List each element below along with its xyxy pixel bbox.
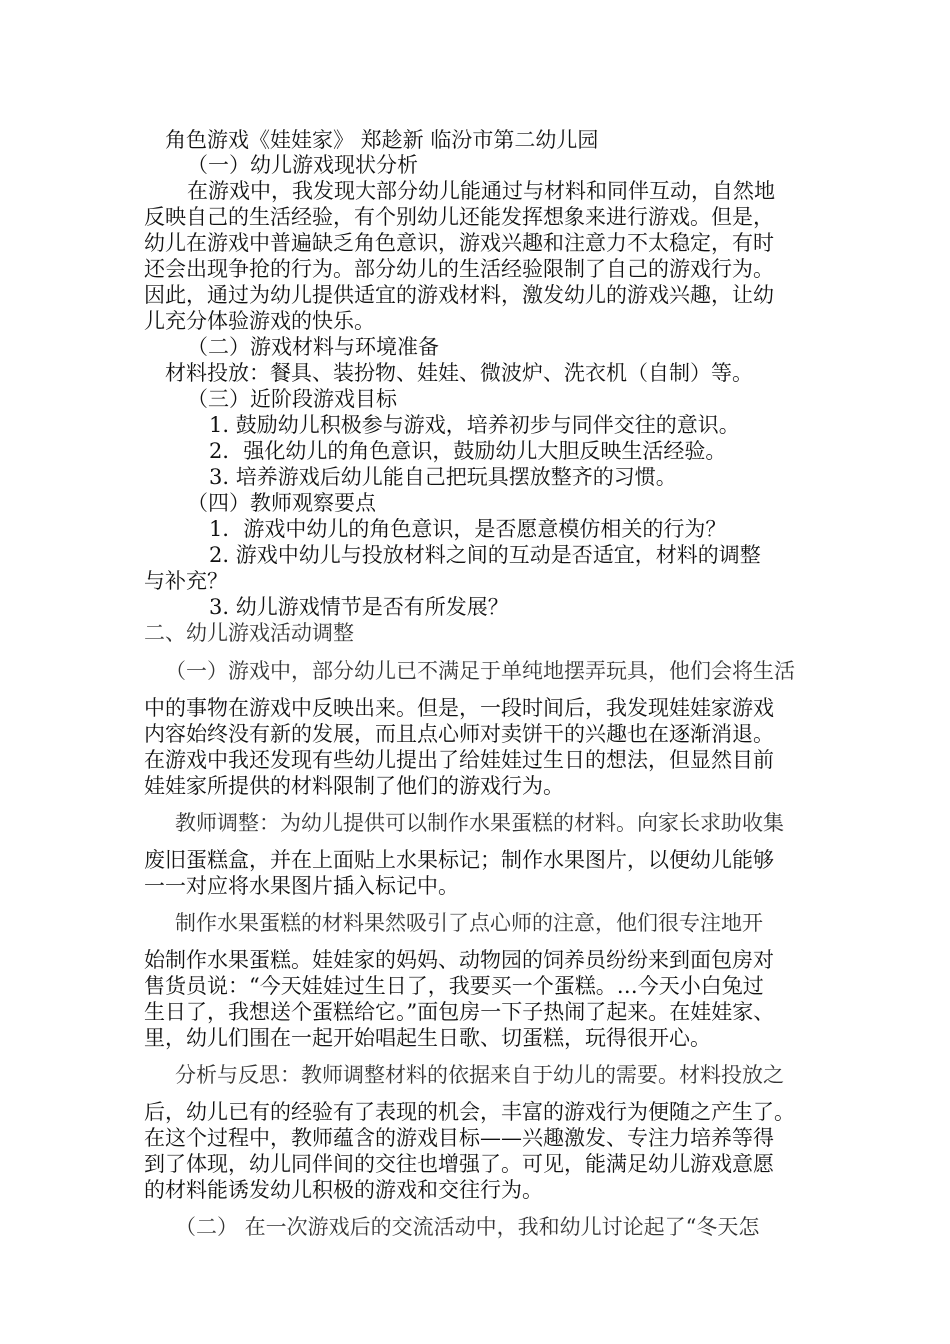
paragraph-line: 教师调整：为幼儿提供可以制作水果蛋糕的材料。向家长求助收集: [175, 811, 784, 835]
paragraph-line: 生日了，我想送个蛋糕给它。”面包房一下子热闹了起来。在娃娃家、: [144, 1000, 775, 1024]
paragraph-line: 废旧蛋糕盒，并在上面贴上水果标记；制作水果图片，以便幼儿能够: [144, 848, 774, 872]
paragraph-line: 售货员说：“今天娃娃过生日了，我要买一个蛋糕。…今天小白兔过: [144, 974, 764, 998]
list-item: 1．游戏中幼儿的角色意识，是否愿意模仿相关的行为？: [209, 517, 727, 541]
list-item: 1. 鼓励幼儿积极参与游戏，培养初步与同伴交往的意识。: [209, 413, 740, 437]
paragraph-line: 后，幼儿已有的经验有了表现的机会，丰富的游戏行为便随之产生了。: [144, 1100, 795, 1124]
paragraph-line: （一）游戏中，部分幼儿已不满足于单纯地摆弄玩具，他们会将生活: [165, 659, 795, 683]
list-item: 2. 游戏中幼儿与投放材料之间的互动是否适宜，材料的调整: [209, 543, 761, 567]
paragraph-line: 娃娃家所提供的材料限制了他们的游戏行为。: [144, 774, 564, 798]
paragraph-line: 在游戏中，我发现大部分幼儿能通过与材料和同伴互动，自然地: [187, 179, 775, 203]
paragraph-line: 在游戏中我还发现有些幼儿提出了给娃娃过生日的想法，但显然目前: [144, 748, 774, 772]
section-heading: （四）教师观察要点: [187, 491, 376, 515]
paragraph-line: 分析与反思：教师调整材料的依据来自于幼儿的需要。材料投放之: [175, 1063, 784, 1087]
paragraph-line: 的材料能诱发幼儿积极的游戏和交往行为。: [144, 1178, 543, 1202]
paragraph-line: 幼儿在游戏中普遍缺乏角色意识，游戏兴趣和注意力不太稳定，有时: [144, 231, 774, 255]
paragraph-line: （二） 在一次游戏后的交流活动中，我和幼儿讨论起了“冬天怎: [175, 1215, 760, 1239]
section-heading: （二）游戏材料与环境准备: [187, 335, 439, 359]
list-item: 2．强化幼儿的角色意识，鼓励幼儿大胆反映生活经验。: [209, 439, 727, 463]
paragraph-line: 在这个过程中，教师蕴含的游戏目标——兴趣激发、专注力培养等得: [144, 1126, 774, 1150]
paragraph-line: 反映自己的生活经验，有个别幼儿还能发挥想象来进行游戏。但是，: [144, 205, 774, 229]
paragraph-line: 因此，通过为幼儿提供适宜的游戏材料，激发幼儿的游戏兴趣，让幼: [144, 283, 774, 307]
paragraph-line: 内容始终没有新的发展，而且点心师对卖饼干的兴趣也在逐渐消退。: [144, 722, 774, 746]
paragraph-line: 到了体现，幼儿同伴间的交往也增强了。可见，能满足幼儿游戏意愿: [144, 1152, 774, 1176]
section-heading: （三）近阶段游戏目标: [187, 387, 397, 411]
paragraph-line: 里，幼儿们围在一起开始唱起生日歌、切蛋糕，玩得很开心。: [144, 1026, 711, 1050]
paragraph-line: 儿充分体验游戏的快乐。: [144, 309, 375, 333]
paragraph-line: 始制作水果蛋糕。娃娃家的妈妈、动物园的饲养员纷纷来到面包房对: [144, 948, 774, 972]
section-heading: （一）幼儿游戏现状分析: [187, 153, 418, 177]
part-heading: 二、幼儿游戏活动调整: [144, 621, 354, 645]
paragraph-line: 中的事物在游戏中反映出来。但是，一段时间后，我发现娃娃家游戏: [144, 696, 774, 720]
paragraph-line: 还会出现争抢的行为。部分幼儿的生活经验限制了自己的游戏行为。: [144, 257, 774, 281]
paragraph-line: 制作水果蛋糕的材料果然吸引了点心师的注意，他们很专注地开: [175, 911, 763, 935]
document-title: 角色游戏《娃娃家》 郑趁新 临汾市第二幼儿园: [165, 128, 599, 152]
list-item: 3. 幼儿游戏情节是否有所发展？: [209, 595, 509, 619]
list-item-continuation: 与补充？: [144, 569, 228, 593]
list-item: 3. 培养游戏后幼儿能自己把玩具摆放整齐的习惯。: [209, 465, 677, 489]
paragraph-line: 一一对应将水果图片插入标记中。: [144, 874, 459, 898]
paragraph-line: 材料投放：餐具、装扮物、娃娃、微波炉、洗衣机（自制）等。: [165, 361, 753, 385]
